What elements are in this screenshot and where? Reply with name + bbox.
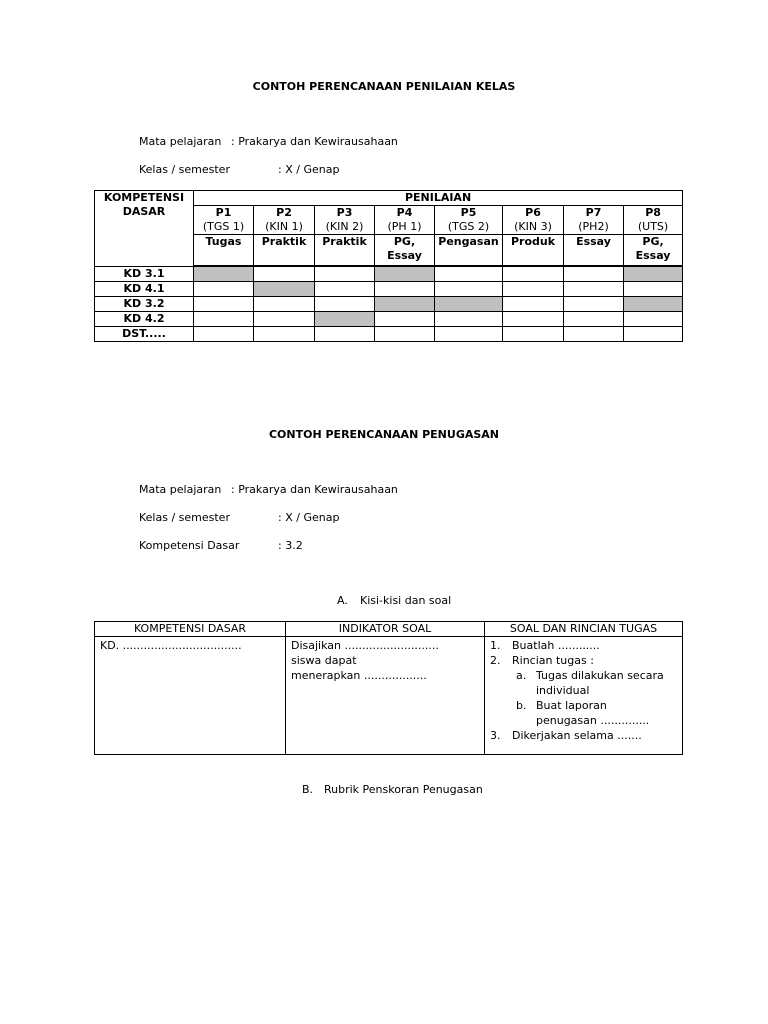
penilaian-header: PENILAIAN — [194, 191, 683, 206]
empty-cell — [375, 282, 435, 297]
shaded-cell — [624, 297, 683, 312]
empty-cell — [194, 297, 254, 312]
empty-cell — [254, 327, 315, 342]
empty-cell — [503, 297, 564, 312]
col-code-1: P1 (TGS 1) — [194, 206, 254, 235]
col-code-3: P3 (KIN 2) — [315, 206, 375, 235]
empty-cell — [435, 282, 503, 297]
empty-cell — [564, 312, 624, 327]
mapel-label: Mata pelajaran — [139, 135, 222, 148]
soal-item-2: 2. Rincian tugas : a. Tugas dilakukan secara individual b. Buat laporan penugasan .............. — [490, 653, 677, 728]
empty-cell — [564, 282, 624, 297]
empty-cell — [254, 297, 315, 312]
empty-cell — [503, 267, 564, 282]
indikator-col-header: INDIKATOR SOAL — [286, 622, 485, 637]
mapel2-label: Mata pelajaran — [139, 483, 222, 496]
empty-cell — [503, 282, 564, 297]
kd2-value: : 3.2 — [278, 539, 303, 552]
empty-cell — [435, 312, 503, 327]
empty-cell — [564, 297, 624, 312]
kd-row-label: KD 4.2 — [95, 312, 194, 327]
sub-b-num: B. — [302, 783, 314, 796]
table-row — [95, 312, 683, 327]
kd-row-label: DST..... — [95, 327, 194, 342]
kelas-value: : X / Genap — [278, 163, 340, 176]
sub-a-num: A. — [337, 594, 348, 607]
sub-b-label: Rubrik Penskoran Penugasan — [324, 783, 483, 796]
empty-cell — [194, 312, 254, 327]
col-type-4: PG, Essay — [375, 235, 435, 266]
kd-row-label: KD 3.2 — [95, 297, 194, 312]
empty-cell — [564, 327, 624, 342]
soal-item-3: 3. Dikerjakan selama ....... — [490, 729, 642, 742]
shaded-cell — [435, 297, 503, 312]
empty-cell — [254, 267, 315, 282]
shaded-cell — [315, 312, 375, 327]
col-type-6: Produk — [503, 235, 564, 266]
kd-cell: KD. .................................. — [95, 637, 286, 755]
shaded-cell — [254, 282, 315, 297]
empty-cell — [254, 312, 315, 327]
empty-cell — [624, 312, 683, 327]
empty-cell — [503, 327, 564, 342]
col-code-6: P6 (KIN 3) — [503, 206, 564, 235]
empty-cell — [375, 312, 435, 327]
kd-col-header: KOMPETENSI DASAR — [95, 622, 286, 637]
kd-row-label: KD 3.1 — [95, 267, 194, 282]
mapel2-value: : Prakarya dan Kewirausahaan — [231, 483, 398, 496]
empty-cell — [375, 327, 435, 342]
empty-cell — [315, 282, 375, 297]
kd-row-label: KD 4.1 — [95, 282, 194, 297]
col-code-5: P5 (TGS 2) — [435, 206, 503, 235]
col-type-1: Tugas — [194, 235, 254, 266]
col-type-7: Essay — [564, 235, 624, 266]
table-row — [95, 267, 683, 282]
section2-title: CONTOH PERENCANAAN PENUGASAN — [268, 428, 500, 441]
sub-a-label: Kisi-kisi dan soal — [360, 594, 452, 607]
kd-header: KOMPETENSI DASAR — [95, 191, 194, 267]
empty-cell — [435, 327, 503, 342]
indikator-cell: Disajikan ........................... siswa dapat menerapkan .................. — [286, 637, 485, 755]
kelas-label: Kelas / semester — [139, 163, 230, 176]
kd2-label: Kompetensi Dasar — [139, 539, 240, 552]
col-type-3: Praktik — [315, 235, 375, 266]
table-row — [95, 327, 683, 342]
col-type-2: Praktik — [254, 235, 315, 266]
empty-cell — [503, 312, 564, 327]
soal-subitem-a: a. Tugas dilakukan secara individual — [516, 669, 664, 697]
empty-cell — [435, 267, 503, 282]
empty-cell — [315, 297, 375, 312]
empty-cell — [564, 267, 624, 282]
col-code-4: P4 (PH 1) — [375, 206, 435, 235]
col-type-8: PG, Essay — [624, 235, 683, 266]
kisi-kisi-table — [94, 621, 683, 755]
table-row — [95, 282, 683, 297]
soal-subitem-b: b. Buat laporan penugasan .............. — [516, 699, 650, 727]
col-code-2: P2 (KIN 1) — [254, 206, 315, 235]
empty-cell — [194, 282, 254, 297]
shaded-cell — [194, 267, 254, 282]
soal-col-header: SOAL DAN RINCIAN TUGAS — [485, 622, 683, 637]
section1-title: CONTOH PERENCANAAN PENILAIAN KELAS — [252, 80, 516, 93]
empty-cell — [624, 327, 683, 342]
penilaian-table — [94, 190, 683, 342]
col-type-5: Pengasan — [435, 235, 503, 266]
shaded-cell — [375, 267, 435, 282]
kelas2-value: : X / Genap — [278, 511, 340, 524]
shaded-cell — [624, 267, 683, 282]
mapel-value: : Prakarya dan Kewirausahaan — [231, 135, 398, 148]
kelas2-label: Kelas / semester — [139, 511, 230, 524]
soal-item-1: 1. Buatlah ............ — [490, 639, 600, 652]
col-code-8: P8 (UTS) — [624, 206, 683, 235]
empty-cell — [624, 282, 683, 297]
table-row — [95, 297, 683, 312]
col-code-7: P7 (PH2) — [564, 206, 624, 235]
empty-cell — [315, 327, 375, 342]
shaded-cell — [375, 297, 435, 312]
soal-cell — [485, 637, 683, 755]
empty-cell — [315, 267, 375, 282]
empty-cell — [194, 327, 254, 342]
